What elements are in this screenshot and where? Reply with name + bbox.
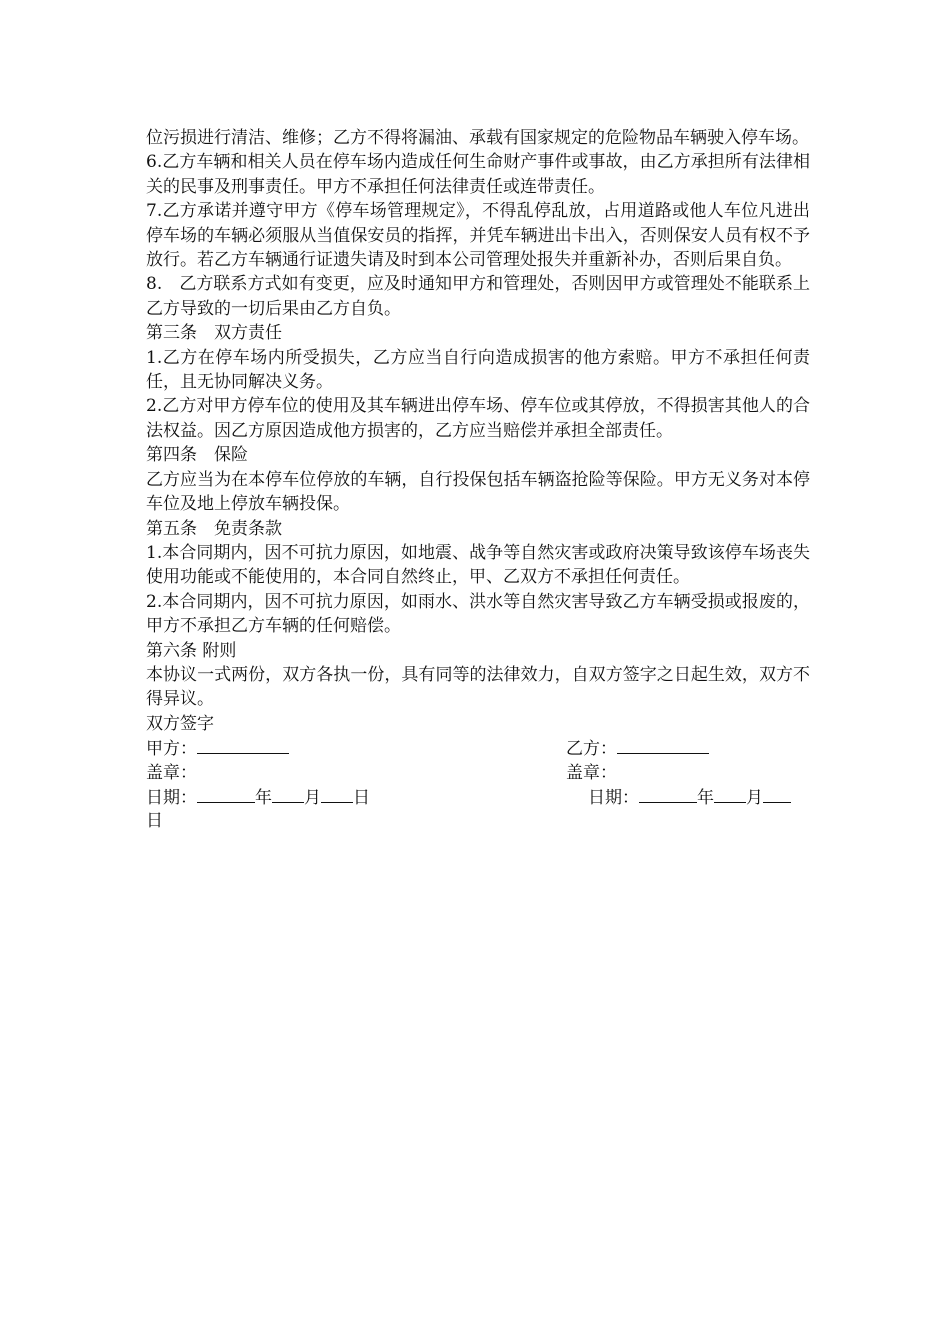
- date-a-month-blank: [272, 785, 304, 803]
- party-a-blank: [197, 736, 289, 754]
- party-b-label: 乙方：: [566, 739, 617, 760]
- section-heading: 双方签字: [146, 713, 214, 734]
- party-a-label: 甲方：: [146, 739, 197, 760]
- party-b-blank: [617, 736, 709, 754]
- clause-paragraph: 乙方应当为在本停车位停放的车辆，自行投保包括车辆盗抢险等保险。甲方无义务对本停车位及地上停放车辆投保。: [146, 469, 810, 515]
- clause-paragraph: 2.本合同期内，因不可抗力原因，如雨水、洪水等自然灾害导致乙方车辆受损或报废的，甲方不承担乙方车辆的任何赔偿。: [146, 591, 810, 637]
- clause-paragraph: 1.本合同期内，因不可抗力原因，如地震、战争等自然灾害或政府决策导致该停车场丧失使用功能或不能使用的，本合同自然终止，甲、乙双方不承担任何责任。: [146, 542, 810, 588]
- date-a-label: 日期：: [146, 787, 197, 808]
- date-b-month-blank: [714, 785, 746, 803]
- section-heading: 第五条 免责条款: [146, 518, 282, 539]
- date-b-month-char: 月: [746, 787, 763, 808]
- clause-paragraph: 2.乙方对甲方停车位的使用及其车辆进出停车场、停车位或其停放，不得损害其他人的合法权益。因乙方原因造成他方损害的，乙方应当赔偿并承担全部责任。: [146, 396, 810, 441]
- clause-paragraph: 7.乙方承诺并遵守甲方《停车场管理规定》，不得乱停乱放，占用道路或他人车位凡进出停车场的车辆必须服从当值保安员的指挥，并凭车辆进出卡出入，否则保安人员有权不予放行。若乙方车辆通行证遗失请及时到本公司管理处报失并重新补办，否则后果自负。: [146, 201, 810, 271]
- document-body: [146, 126, 810, 834]
- section-heading: 第四条 保险: [146, 445, 248, 466]
- clause-paragraph: 1.乙方在停车场内所受损失，乙方应当自行向造成损害的他方索赔。甲方不承担任何责任，且无协同解决义务。: [146, 347, 810, 393]
- seal-a-label: 盖章：: [146, 762, 197, 783]
- clause-paragraph: 本协议一式两份，双方各执一份，具有同等的法律效力，自双方签字之日起生效，双方不得异议。: [146, 664, 810, 710]
- date-b-year-char: 年: [697, 787, 714, 808]
- date-a-month-char: 月: [304, 787, 321, 808]
- date-b-day-blank: [763, 785, 791, 803]
- date-b-year-blank: [639, 785, 697, 803]
- date-a-day-blank: [321, 785, 353, 803]
- signature-seal-row: [146, 761, 810, 785]
- date-b-label: 日期：: [588, 787, 639, 808]
- date-a-year-char: 年: [255, 787, 272, 808]
- section-heading: 第六条 附则: [146, 640, 237, 661]
- party-a-signature: [146, 736, 289, 761]
- date-a-day-char: 日: [353, 787, 370, 808]
- signature-party-row: [146, 736, 810, 760]
- date-b: [588, 785, 791, 810]
- date-a: [146, 785, 370, 810]
- clause-paragraph: 位污损进行清洁、维修；乙方不得将漏油、承载有国家规定的危险物品车辆驶入停车场。: [146, 128, 809, 148]
- seal-b-label: 盖章：: [566, 762, 617, 783]
- paragraph-list: [146, 126, 810, 736]
- date-b-day-char: 日: [146, 811, 163, 832]
- section-heading: 第三条 双方责任: [146, 323, 282, 344]
- signature-date-row: [146, 785, 810, 809]
- clause-paragraph: 6.乙方车辆和相关人员在停车场内造成任何生命财产事件或事故，由乙方承担所有法律相关的民事及刑事责任。甲方不承担任何法律责任或连带责任。: [146, 152, 810, 197]
- party-b-signature: [566, 736, 709, 761]
- clause-paragraph: 8. 乙方联系方式如有变更，应及时通知甲方和管理处，否则因甲方或管理处不能联系上乙方导致的一切后果由乙方自负。: [146, 274, 810, 319]
- date-a-year-blank: [197, 785, 255, 803]
